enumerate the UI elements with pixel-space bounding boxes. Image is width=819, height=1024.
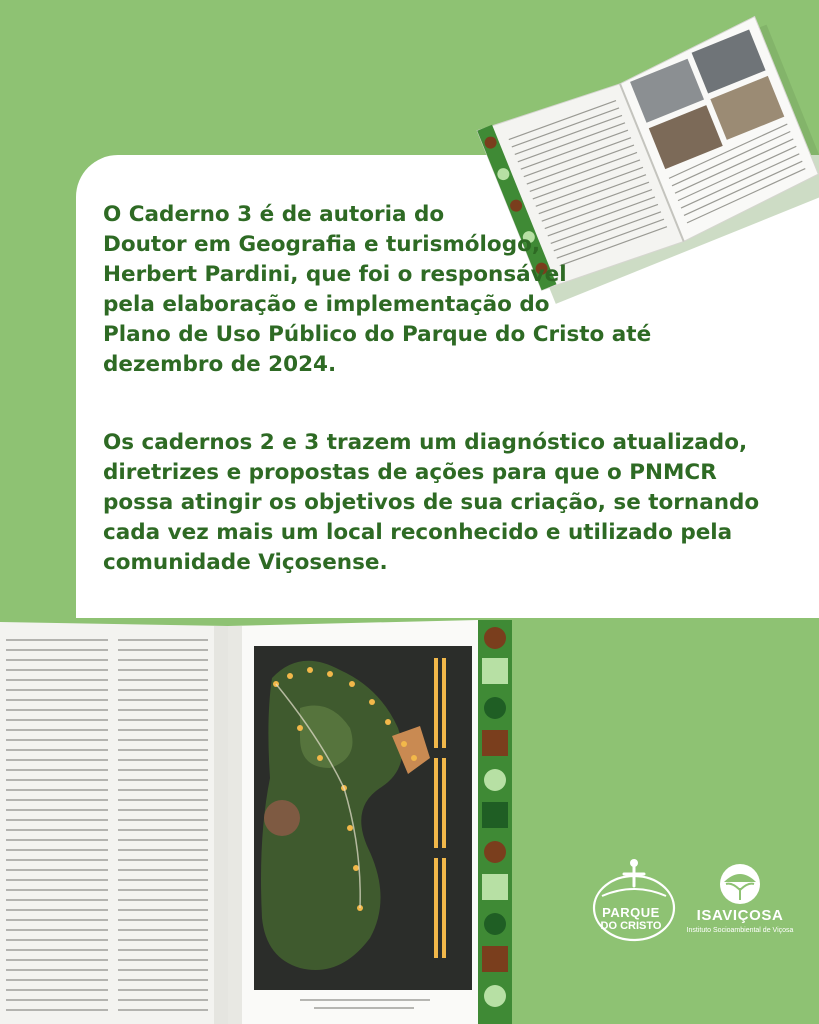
- paragraph-author: O Caderno 3 é de autoria do Doutor em Geografia e turismólogo, Herbert Pardini, que foi o responsável pela elaboração e implementação do Plano de Uso Público do Parque do Cristo até dezembro de 2024.: [103, 202, 652, 377]
- parque-logo-line2: DO CRISTO: [600, 920, 662, 932]
- isavicosa-subtitle: Instituto Socioambiental de Viçosa: [686, 927, 794, 934]
- isavicosa-name: ISAVIÇOSA: [696, 907, 784, 924]
- parque-logo-line1: PARQUE: [602, 905, 660, 920]
- paragraph-cadernos: Os cadernos 2 e 3 trazem um diagnóstico atualizado, diretrizes e propostas de ações para que o PNMCR possa atingir os objetivos de sua criação, se tornando cada vez mais um local reconhecido e utilizado pela comunidade Viçosense.: [103, 430, 760, 575]
- parque-do-cristo-logo-icon: [588, 856, 680, 946]
- open-book-with-map-icon: [0, 618, 512, 1024]
